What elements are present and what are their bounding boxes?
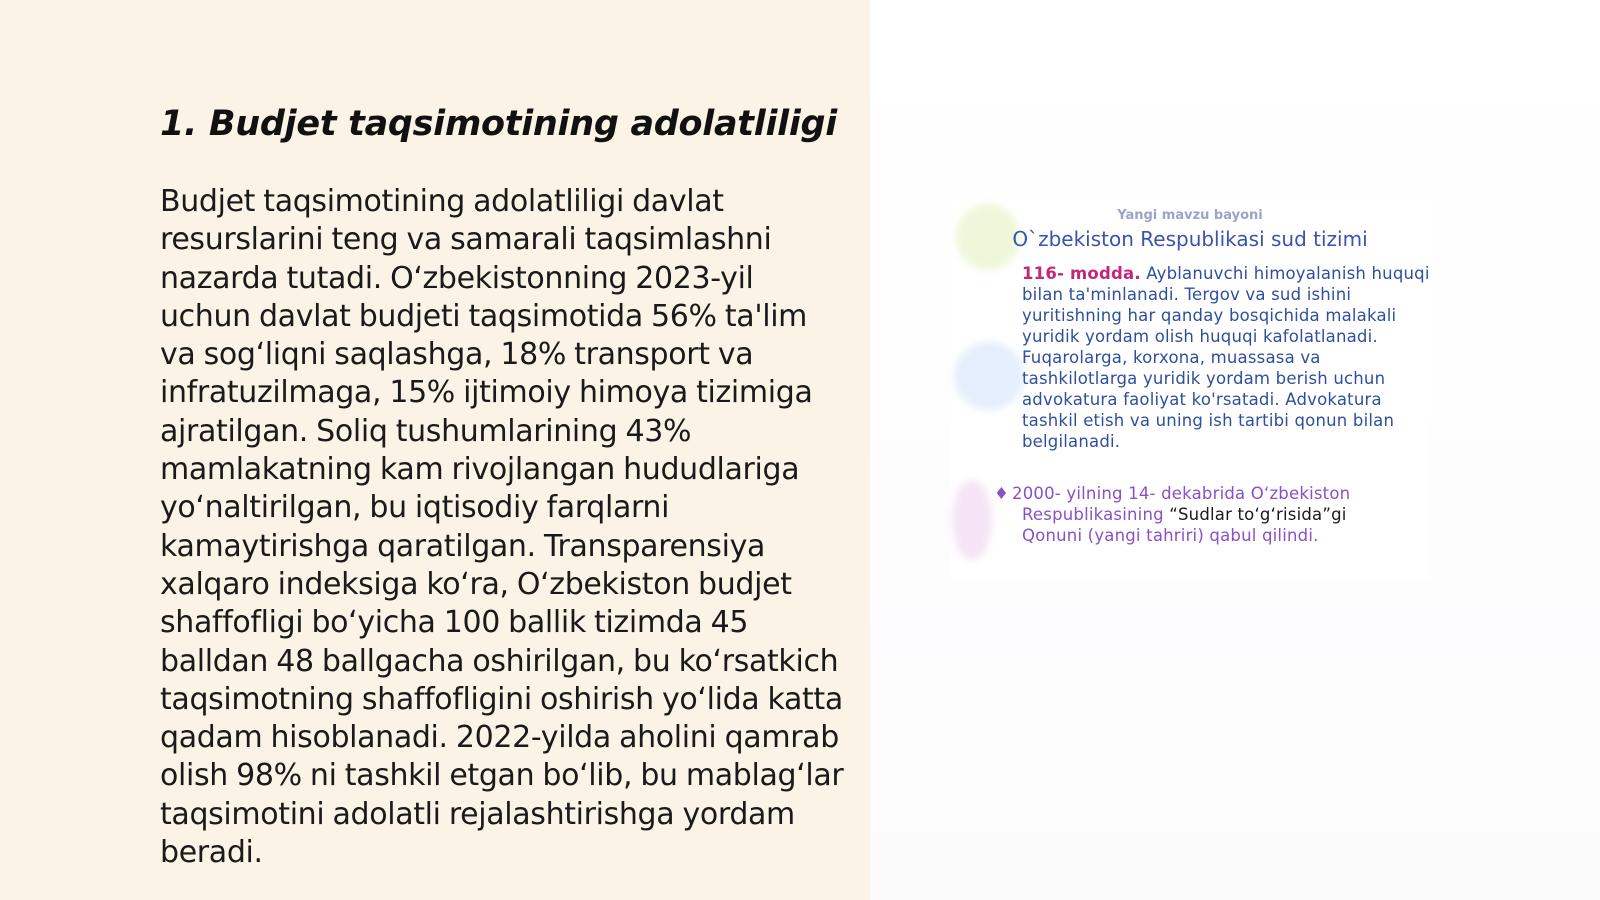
note-line-1: 2000- yilning 14- dekabrida O‘zbekiston [1012,484,1351,503]
note-republic: Respublikasining [1022,505,1164,524]
image-heading: O`zbekiston Respublikasi sud tizimi [1012,227,1368,251]
note-line-2 [994,504,1414,525]
note-block [994,483,1414,546]
diamond-bullet-icon: ♦ [994,484,1009,503]
article-body: Ayblanuvchi himoyalanish huquqi bilan ta'minlanadi. Tergov va sud ishini yuritishning har qanday bosqichida malakali yuridik yordam olish huquqi kafolatlanadi. Fuqarolarga, korxona, muassasa va tashkilotlarga yuridik yordam berish uchun advokatura faoliyat ko'rsatadi. Advokatura tashkil etish va uning ish tartibi qonun bilan belgilanadi. [1022,264,1430,451]
decorative-pink-blob [952,480,992,560]
slide-title: 1. Budjet taqsimotining adolatliligi [160,104,837,144]
decorative-blue-blob [954,342,1024,410]
article-number: 116- modda. [1022,264,1141,283]
embedded-slide-image [950,200,1430,580]
note-line-3: Qonuni (yangi tahriri) qabul qilindi. [1022,526,1319,545]
image-caption: Yangi mavzu bayoni [1117,208,1263,223]
body-paragraph: Budjet taqsimotining adolatliligi davlat resurslarini teng va samarali taqsimlashni nazarda tutadi. O‘zbekistonning 2023-yil uchun davlat budjeti taqsimotida 56% ta'lim va sog‘liqni saqlashga, 18% transport va infratuzilmaga, 15% ijtimoiy himoya tizimiga ajratilgan. Soliq tushumlarining 43% mamlakatning kam rivojlangan hududlariga yo‘naltirilgan, bu iqtisodiy farqlarni kamaytirishga qaratilgan. Transparensiya xalqaro indeksiga ko‘ra, O‘zbekiston budjet shaffofligi bo‘yicha 100 ballik tizimda 45 balldan 48 ballgacha oshirilgan, bu ko‘rsatkich taqsimotning shaffofligini oshirish yo‘lida katta qadam hisoblanadi. 2022-yilda aholini qamrab olish 98% ni tashkil etgan bo‘lib, bu mablag‘lar taqsimotini adolatli rejalashtirishga yordam beradi. [160,184,844,871]
article-block [1022,263,1432,452]
note-law-title: “Sudlar to‘g‘risida”gi [1169,505,1347,524]
